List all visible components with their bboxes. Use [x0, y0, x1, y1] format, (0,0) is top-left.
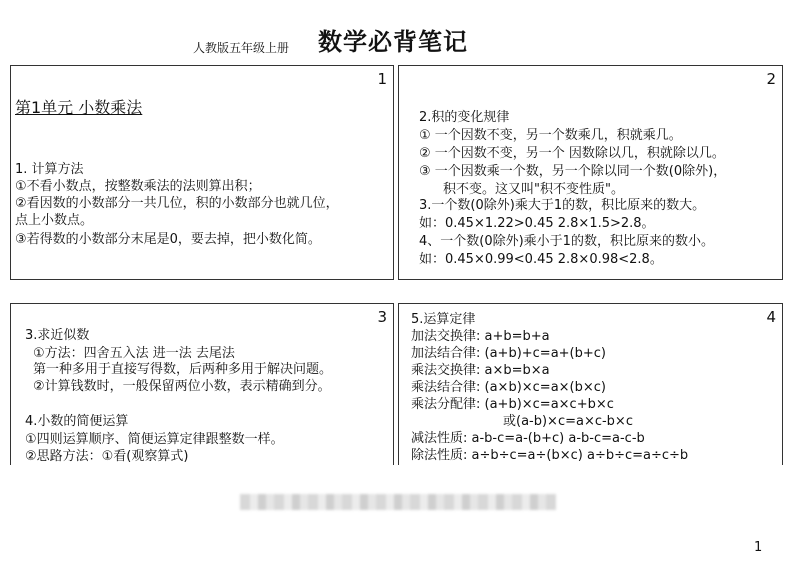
note-line: 如：0.45×1.22>0.45 2.8×1.5>2.8。 [419, 216, 655, 231]
note-line: 4、一个数(0除外)乘小于1的数，积比原来的数小。 [419, 234, 714, 249]
page-cutoff-mask [398, 465, 783, 475]
note-line: 或(a-b)×c=a×c-b×c [503, 414, 633, 429]
note-line: 2.积的变化规律 [419, 110, 510, 125]
note-line: ① 一个因数不变，另一个数乘几，积就乘几。 [419, 128, 682, 143]
card-number: 4 [766, 308, 776, 326]
card-number: 2 [766, 70, 776, 88]
page-number: 1 [754, 540, 763, 555]
note-line: 4.小数的简便运算 [25, 414, 129, 429]
edition-subtitle: 人教版五年级上册 [193, 41, 290, 55]
note-line: 点上小数点。 [15, 213, 94, 228]
note-line: ②思路方法：①看(观察算式) [25, 449, 189, 464]
card-number: 3 [377, 308, 387, 326]
note-line: 积不变。这又叫"积不变性质"。 [443, 182, 624, 197]
note-line: 3.一个数(0除外)乘大于1的数，积比原来的数大。 [419, 198, 706, 213]
note-line: 5.运算定律 [411, 312, 476, 327]
note-card-3 [10, 303, 394, 475]
note-line: ①方法：四舍五入法 进一法 去尾法 [33, 346, 235, 361]
note-card-4 [398, 303, 783, 475]
note-line: 如：0.45×0.99<0.45 2.8×0.98<2.8。 [419, 252, 663, 267]
note-line: 1. 计算方法 [15, 162, 84, 177]
note-line: ①不看小数点，按整数乘法的法则算出积； [15, 179, 261, 194]
note-line: ②计算钱数时，一般保留两位小数，表示精确到分。 [33, 379, 331, 394]
note-line: 加法结合律: (a+b)+c=a+(b+c) [411, 346, 606, 361]
note-line: ③若得数的小数部分末尾是0，要去掉，把小数化简。 [15, 232, 321, 247]
card-number: 1 [377, 70, 387, 88]
note-line: 第一种多用于直接写得数，后两种多用于解决问题。 [33, 362, 333, 377]
note-card-1 [10, 65, 394, 280]
blurred-watermark [240, 494, 556, 510]
page-title: 数学必背笔记 [318, 28, 468, 56]
note-line: ② 一个因数不变，另一个 因数除以几，积就除以几。 [419, 146, 725, 161]
note-line: 3.求近似数 [25, 328, 90, 343]
note-line: ②看因数的小数部分一共几位，积的小数部分也就几位， [15, 196, 339, 211]
note-line: 乘法交换律: a×b=b×a [411, 363, 550, 378]
note-card-2 [398, 65, 783, 280]
unit-title: 第1单元 小数乘法 [15, 98, 143, 117]
note-line: 乘法结合律: (a×b)×c=a×(b×c) [411, 380, 606, 395]
note-line: 加法交换律: a+b=b+a [411, 329, 550, 344]
note-line: 减法性质: a-b-c=a-(b+c) a-b-c=a-c-b [411, 431, 645, 446]
page-cutoff-mask [10, 465, 394, 475]
note-line: 乘法分配律: (a+b)×c=a×c+b×c [411, 397, 614, 412]
note-line: ①四则运算顺序、简便运算定律跟整数一样。 [25, 432, 284, 447]
note-line: 除法性质: a÷b÷c=a÷(b×c) a÷b÷c=a÷c÷b [411, 448, 689, 463]
note-line: ③ 一个因数乘一个数，另一个除以同一个数(0除外)， [419, 164, 727, 179]
